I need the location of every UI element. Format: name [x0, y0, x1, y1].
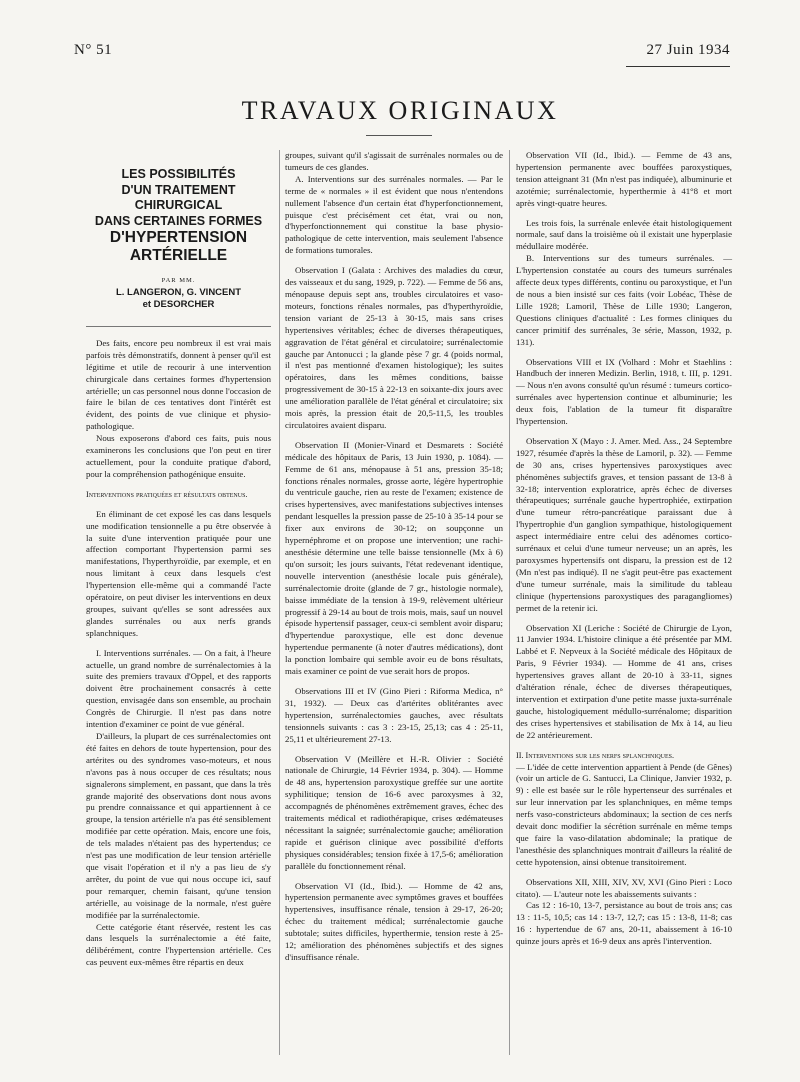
byline-par: PAR MM.: [161, 277, 196, 284]
article-title-line-4: D'HYPERTENSION: [109, 229, 248, 246]
observation: Observation II (Monier-Vinard et Desmarets : Société médicale des hôpitaux de Paris, 13 Juin 1930, p. 1084). — Femme de 61 ans, ménopause à 51 ans, pression 35-18; fonctions rénales normales, grosse aorte, légère hypertrophie du ventricule gauche, rien au reste de l'examen; existence de crises hypertensives, avec manifestations subjectives intenses pendant lesquelles la pression passe de 25-10 à 35-14 pour se fixer aux environs de 30-12; on soupçonne un hypernéphrome et on propose une intervention; une rachi-anesthésie détermine une telle baisse tensionnelle (Mx à 6) qu'on sursoit; les jours suivants, l'état redevenant identique, nouvelle intervention (anesthésie locale puis générale), surrénalectomie droite (glande de 7 gr., histologie normale), baisse immédiate de la tension à 19-9, relèvement ultérieur progressif à 29-14 au bout de trois mois, mais, sauf un nouvel épisode hypertensif passager, ceux-ci semblent avoir disparu; d'hypertendue paroxystique, elle est donc devenue hypertendue permanente (à noter d'autres médications), dont la ponction lombaire qui semble avoir eu de bons résultats, mais examiner ce point de vue serait hors de propos.: [285, 439, 503, 677]
article-title-line-5: ARTÉRIELLE: [129, 247, 228, 264]
paragraph: I. Interventions surrénales. — On a fait, à l'heure actuelle, un grand nombre de surrénalectomies à la suite des premiers travaux d'Oppel, et des rapports doivent être prochainement consacrés à cette question, envisagée dans son ensemble, au prochain Congrès de Chirurgie. Il n'est pas dans notre intention d'examiner ce point de vue général.: [86, 647, 271, 730]
paragraph: En éliminant de cet exposé les cas dans lesquels une modification tensionnelle a pu être observée à la suite d'une intervention pratiquée pour une affection comportant l'hypertension parmi ses manifestations, l'hyperthyroïdie, par exemple, et en nous limitant à ceux dans lesquels c'est l'hypertension elle-même qui a commandé l'acte opératoire, on peut diviser les interventions en deux groupes, suivant qu'elles se sont adressées aux glandes surrénales ou aux nerfs grands splanchniques.: [86, 508, 271, 638]
paragraph: groupes, suivant qu'il s'agissait de surrénales normales ou de tumeurs de ces glandes.: [285, 150, 503, 172]
article-title-line-2: D'UN TRAITEMENT CHIRURGICAL: [121, 182, 236, 212]
authors-line-1: L. LANGERON, G. VINCENT: [115, 286, 242, 298]
observation: Observation V (Meillère et H.-R. Olivier : Société nationale de Chirurgie, 14 Février 1934, p. 304). — Homme de 48 ans, hypertension paroxystique greffée sur une aortite syphilitique; tension de 16-6 avec paroxysmes à 32, accompagnés de phénomènes extrêmement graves, échec des traitements médical et radiothérapique, crises œdémateuses nécessitant la saignée; surrénalectomie gauche; amélioration rapide et guérison clinique avec possibilité d'efforts physiques considérables; tension fixée à 17,5-6; amélioration parallèle du fonctionnement rénal.: [285, 753, 503, 871]
title-rule: [366, 135, 432, 136]
intro-rule: [86, 326, 271, 327]
paragraph: A. Interventions sur des surrénales normales. — Par le terme de « normales » il est évident que nous n'entendons nullement l'absence d'un certain état d'hyperfonctionnement, puisque c'est précisément cet état, vrai ou non, d'hyperfonctionnement qui constitue la base physio-pathologique de cette intervention, mais seulement l'absence de formations tumorales.: [285, 173, 503, 256]
paragraph: Cette catégorie étant réservée, restent les cas dans lesquels la surrénalectomie a été faite, délibérément, contre l'hypertension artérielle. Ces cas peuvent eux-mêmes être répartis en deux: [86, 921, 271, 968]
header-rule: [626, 66, 730, 67]
issue-date: 27 Juin 1934: [646, 42, 730, 58]
paragraph: B. Interventions sur des tumeurs surrénales. — L'hypertension constatée au cours des tumeurs surrénales affecte deux types différents, continu ou paroxystique, et l'un de nous a bien insisté sur ces faits (voir Lobéac, Thèse de Lille 1928; Lamoril, Thèse de Lille 1930; Langeron, Questions cliniques d'actualité : Les formes cliniques du cancer primitif des surrénales, 3e série, Masson, 1932, p. 131).: [516, 253, 732, 347]
issue-number: N° 51: [74, 42, 113, 58]
article-title-line-1: LES POSSIBILITÉS: [121, 167, 236, 181]
column-3: [516, 150, 732, 948]
column-divider-1: [279, 150, 280, 1055]
paragraph: Nous exposerons d'abord ces faits, puis nous examinerons les conclusions que l'on peut en tirer actuellement, pour la conduite pratique d'abord, pour la compréhension pathogénique ensuite.: [86, 433, 271, 479]
observation: Observation XI (Leriche : Société de Chirurgie de Lyon, 11 Janvier 1934. L'histoire clinique a été présentée par MM. Labbé et F. Nepveux à la Société médicale des Hôpitaux de Paris, 9 Février 1934). — Homme de 41 ans, crises hypertensives graves allant de 20-10 à 33-11, signes d'altération rénale, échec de diverses thérapeutiques, intervention et extirpation d'une petite masse juxta-surrénale gauche, histologiquement médullo-surrénalome; disparition des crises hypertensives et stabilisation de Mx à 14, au lieu de 22 antérieurement.: [516, 622, 732, 740]
observation: Observations VIII et IX (Volhard : Mohr et Staehlins : Handbuch der inneren Medizin. Berlin, 1918, t. III, p. 1291. — Nous n'en avons consulté qu'un résumé : tumeurs cortico-surrénales avec hypertension continue et albuminurie; les deux fois, l'ablation de la tumeur fit disparaître l'hypertension.: [516, 356, 732, 427]
observation: Observation VII (Id., Ibid.). — Femme de 43 ans, hypertension permanente avec bouffées paroxystiques, tension atteignant 31 (Mn n'est pas indiquée), albuminurie et azotémie; surrénalectomie, hyperthermie à 41°8 et mort après vingt-quatre heures.: [516, 150, 732, 208]
observation: Observation I (Galata : Archives des maladies du cœur, des vaisseaux et du sang, 1929, p. 722). — Femme de 56 ans, ménopause depuis sept ans, troubles circulatoires et vaso-moteurs, fonctions rénales normales, pas d'hyperthyroïdie, tension variant de 25-13 à 30-15, mais sans crises hypertensives véritables; échec de diverses thérapeutiques, aggravation de l'état général et circulatoire; surrénalectomie gauche par Antonucci ; la glande pèse 7 gr. 4 (poids normal, il n'est pas mentionné d'examen histologique); les suites opératoires, dans les mêmes conditions, baisse progressivement de 30-15 à 22-13 en soixante-dix jours avec une amélioration parallèle de l'état général et circulatoire; six mois après, la pression était de 20,5-11,5, les troubles circulatoires avaient disparu.: [285, 265, 503, 430]
article-title-big: [86, 229, 271, 265]
observation: Observations III et IV (Gino Pieri : Riforma Medica, n° 31, 1932). — Deux cas d'artérites oblitérantes avec hypertension, surrénalectomies gauches, avec résultats tensionnels suivants : cas 3 : 23-15, 25,13; cas 4 : 25-11, 25,11 et ultérieurement 27-13.: [285, 685, 503, 744]
paragraph: D'ailleurs, la plupart de ces surrénalectomies ont été faites en dehors de toute hypertension, pour des artérites ou des syndromes vaso-moteurs, et nous n'avons pas à nous occuper de ces résultats; nous signalerons simplement, en passant, que dans la très grande majorité des observations dont nous avons pu prendre connaissance et qui appartiennent à ce groupe, la tension artérielle n'a pas été sensiblement modifiée par cette opération. Mais, encore une fois, de tels malades n'étaient pas des hypertendus; ce n'est pas une modification de leur tension artérielle que visait l'opération et il n'y a pas lieu de s'y arrêter, du point de vue qui nous occupe ici, sauf pour remarquer, chemin faisant, qu'une tension artérielle, au voisinage de la normale, n'est guère modifiée par la surrénalectomie.: [86, 731, 271, 920]
column-divider-2: [509, 150, 510, 1055]
authors-line-2: et DESORCHER: [142, 298, 215, 310]
subheading: II. Interventions sur les nerfs splanchniques.: [516, 750, 675, 760]
column-2: [285, 150, 503, 964]
section-title: TRAVAUX ORIGINAUX: [241, 96, 559, 125]
subheading: Interventions pratiquées et résultats obtenus.: [86, 489, 248, 499]
paragraph: — L'idée de cette intervention appartient à Pende (de Gênes) (voir un article de G. Santucci, La Clinique, Janvier 1932, p. 9) : elle est basée sur le rôle hypertenseur des surrénales et sur leur innervation par les splanchniques, en même temps nerfs vaso-constricteurs abdominaux; la section de ces nerfs devait donc modifier la sécrétion surrénale en même temps que faire la vaso-dilatation abdominale; la pratique de l'anesthésie des splanchniques montrait d'ailleurs la réalité de cette hypotension, ainsi obtenue transitoirement.: [516, 761, 732, 867]
paragraph: Cas 12 : 16-10, 13-7, persistance au bout de trois ans; cas 13 : 11-5, 10,5; cas 14 : 13-7, 12,7; cas 15 : 13-8, 11-8; cas 16 : hypertendue de 67 ans, 20-11, abaissement à 16-10 quinze jours après et 16-9 deux ans après l'intervention.: [516, 900, 732, 947]
observation: Observation X (Mayo : J. Amer. Med. Ass., 24 Septembre 1927, résumée d'après la thèse de Lamoril, p. 32). — Femme de 30 ans, crises hypertensives paroxystiques avec phénomènes subjectifs graves, et tension passant de 13-8 à 32-18; intervention exploratrice, après échec de diverses thérapeutiques; surrénale gauche hypertrophiée, extirpation d'une tumeur rétro-pancréatique paraissant due à l'hypertrophie d'un ganglion sympathique, histologiquement aspect intermédiaire entre celui des adénomes cortico-surrénaux et celui d'une tumeur nerveuse; un an après, les paroxysmes hypertensifs ont disparu, la pression est de 12 (Mn n'est pas indiqué). Il ne s'agit peut-être pas exactement d'une tumeur surrénale, mais la similitude du tableau clinique (hypertensions paroxystiques des paragangliomes) permet de la retenir ici.: [516, 435, 732, 613]
paragraph: Des faits, encore peu nombreux il est vrai mais parfois très démonstratifs, donnent à penser qu'il est légitime et utile de recourir à une intervention chirurgicale dans certaines formes d'hypertension artérielle; un cas personnel nous donne l'occasion de faire le bilan de ces tentatives dont l'intérêt est évident, des points de vue clinique et physio-pathologique.: [86, 337, 271, 432]
column-1: [86, 150, 271, 969]
article-title: [86, 167, 271, 229]
observation: Observation VI (Id., Ibid.). — Homme de 42 ans, hypertension permanente avec symptômes graves et bouffées hypertensives, insuffisance rénale, tension à 29-17, 26-20; échec du traitement médical; surrénalectomie gauche subtotale; suites difficiles, hyperthermie, tension reste à 25-12; amélioration des phénomènes subjectifs et des signes d'insuffisance rénale.: [285, 880, 503, 962]
article-title-line-3: DANS CERTAINES FORMES: [94, 213, 263, 228]
observation: Observations XII, XIII, XIV, XV, XVI (Gino Pieri : Loco citato). — L'auteur note les abaissements suivants :: [516, 876, 732, 899]
paragraph: Les trois fois, la surrénale enlevée était histologiquement normale, sauf dans la troisième où il existait une hyperplasie médullaire modérée.: [516, 217, 732, 252]
